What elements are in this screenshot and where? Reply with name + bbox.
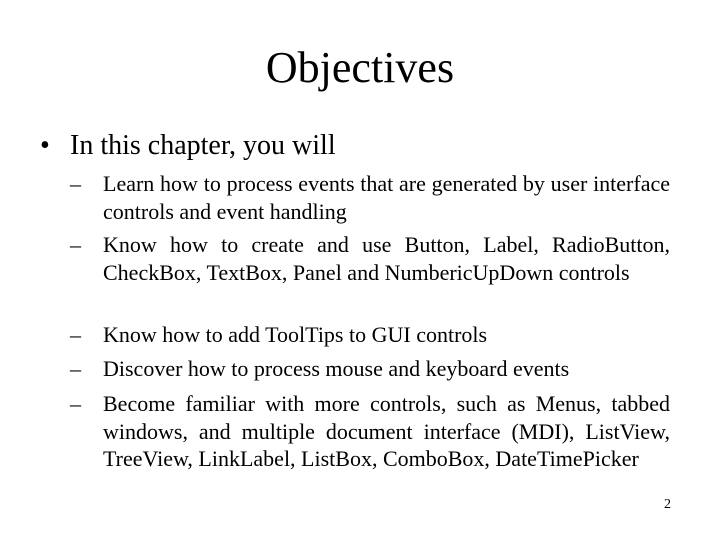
list-item [70, 231, 670, 286]
dash-bullet: – [70, 391, 81, 416]
list-item-text: Become familiar with more controls, such as Menus, tabbed windows, and multiple document interface (MDI), ListView, TreeView, LinkLabel, ListBox, ComboBox, DateTimePicker [103, 391, 670, 471]
list-item [70, 355, 670, 383]
list-item-text: Know how to create and use Button, Label, RadioButton, CheckBox, TextBox, Panel and NumbericUpDown controls [103, 232, 670, 285]
list-item-text: Know how to add ToolTips to GUI controls [103, 322, 488, 347]
bullet-dot: • [40, 130, 50, 161]
dash-bullet: – [70, 232, 81, 257]
slide-title: Objectives [265, 43, 455, 92]
list-item [70, 170, 670, 225]
list-item [70, 390, 670, 473]
dash-bullet: – [70, 356, 81, 381]
list-item-text: Learn how to process events that are generated by user interface controls and event handling [103, 171, 670, 224]
dash-bullet: – [70, 171, 81, 196]
dash-bullet: – [70, 322, 81, 347]
page-number: 2 [664, 497, 671, 512]
list-item [70, 321, 670, 349]
main-bullet-text: In this chapter, you will [70, 130, 336, 161]
list-item-text: Discover how to process mouse and keyboard events [103, 356, 570, 381]
